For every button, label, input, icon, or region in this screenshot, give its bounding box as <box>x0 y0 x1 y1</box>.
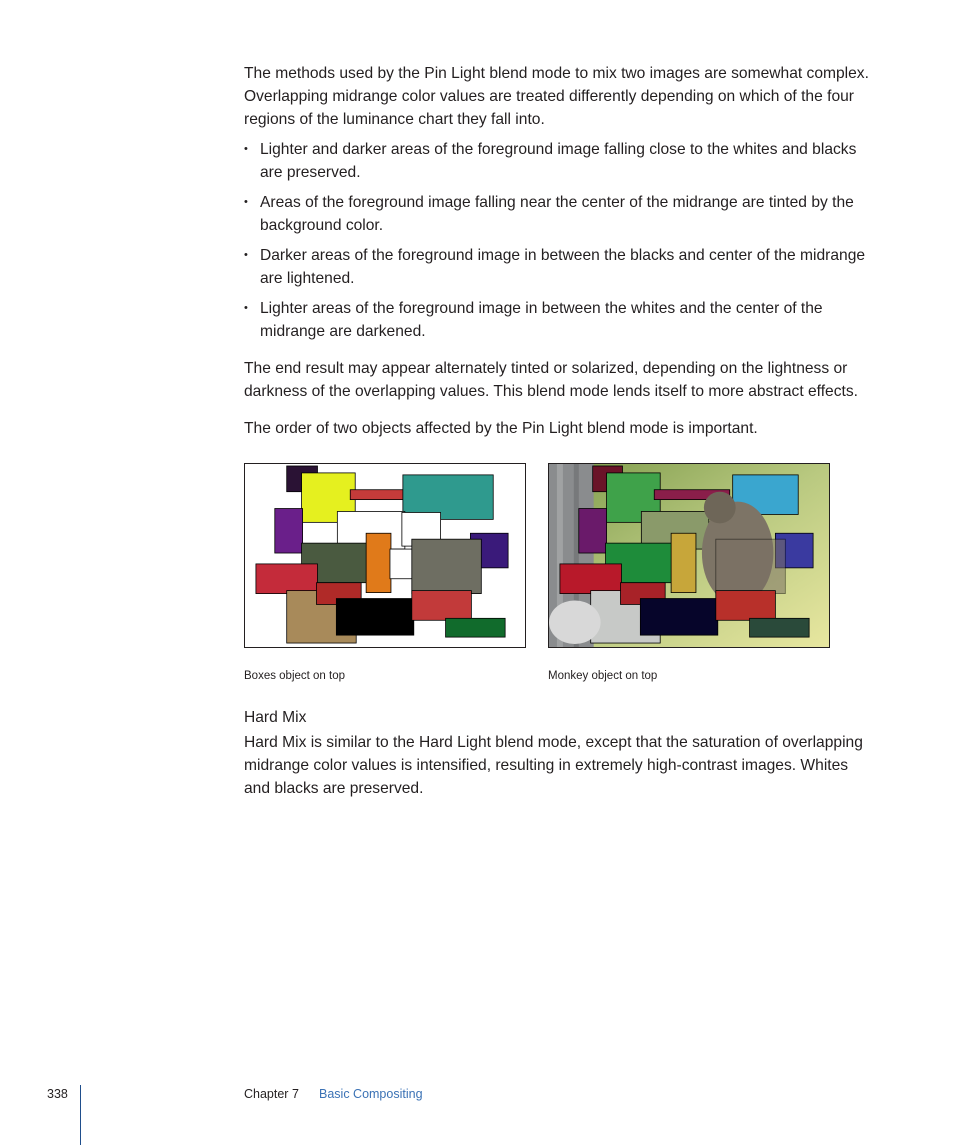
figure-caption: Boxes object on top <box>244 670 346 682</box>
intro-paragraph: The methods used by the Pin Light blend mode to mix two images are somewhat complex. Overlapping midrange color values are treated differently depending on which of the four regions of the luminance chart they fall into. <box>244 65 869 128</box>
chapter-title: Basic Compositing <box>319 1087 423 1101</box>
list-item: • Darker areas of the foreground image in between the blacks and center of the midrange are lightened. <box>244 244 876 290</box>
order-paragraph: The order of two objects affected by the Pin Light blend mode is important. <box>244 420 758 437</box>
footer-divider <box>80 1085 81 1145</box>
list-item: • Areas of the foreground image falling near the center of the midrange are tinted by the background color. <box>244 191 876 237</box>
chapter-label: Chapter 7 <box>244 1087 299 1101</box>
list-item: • Lighter areas of the foreground image in between the whites and the center of the midrange are darkened. <box>244 297 876 343</box>
figure-monkey-on-top <box>548 463 830 648</box>
pin-light-rules-list <box>244 138 876 350</box>
figure-caption: Monkey object on top <box>548 670 658 682</box>
page-number: 338 <box>47 1087 68 1101</box>
result-paragraph: The end result may appear alternately tinted or solarized, depending on the lightness or darkness of the overlapping values. This blend mode lends itself to more abstract effects. <box>244 360 858 400</box>
list-item: • Lighter and darker areas of the foreground image falling close to the whites and blacks are preserved. <box>244 138 876 184</box>
section-body: Hard Mix is similar to the Hard Light blend mode, except that the saturation of overlapping midrange color values is intensified, resulting in extremely high-contrast images. Whites and blacks are preserved. <box>244 734 863 797</box>
section-heading: Hard Mix <box>244 709 307 726</box>
monkey-composite-image <box>549 464 829 647</box>
boxes-composite-image <box>245 464 525 647</box>
figure-boxes-on-top <box>244 463 526 648</box>
